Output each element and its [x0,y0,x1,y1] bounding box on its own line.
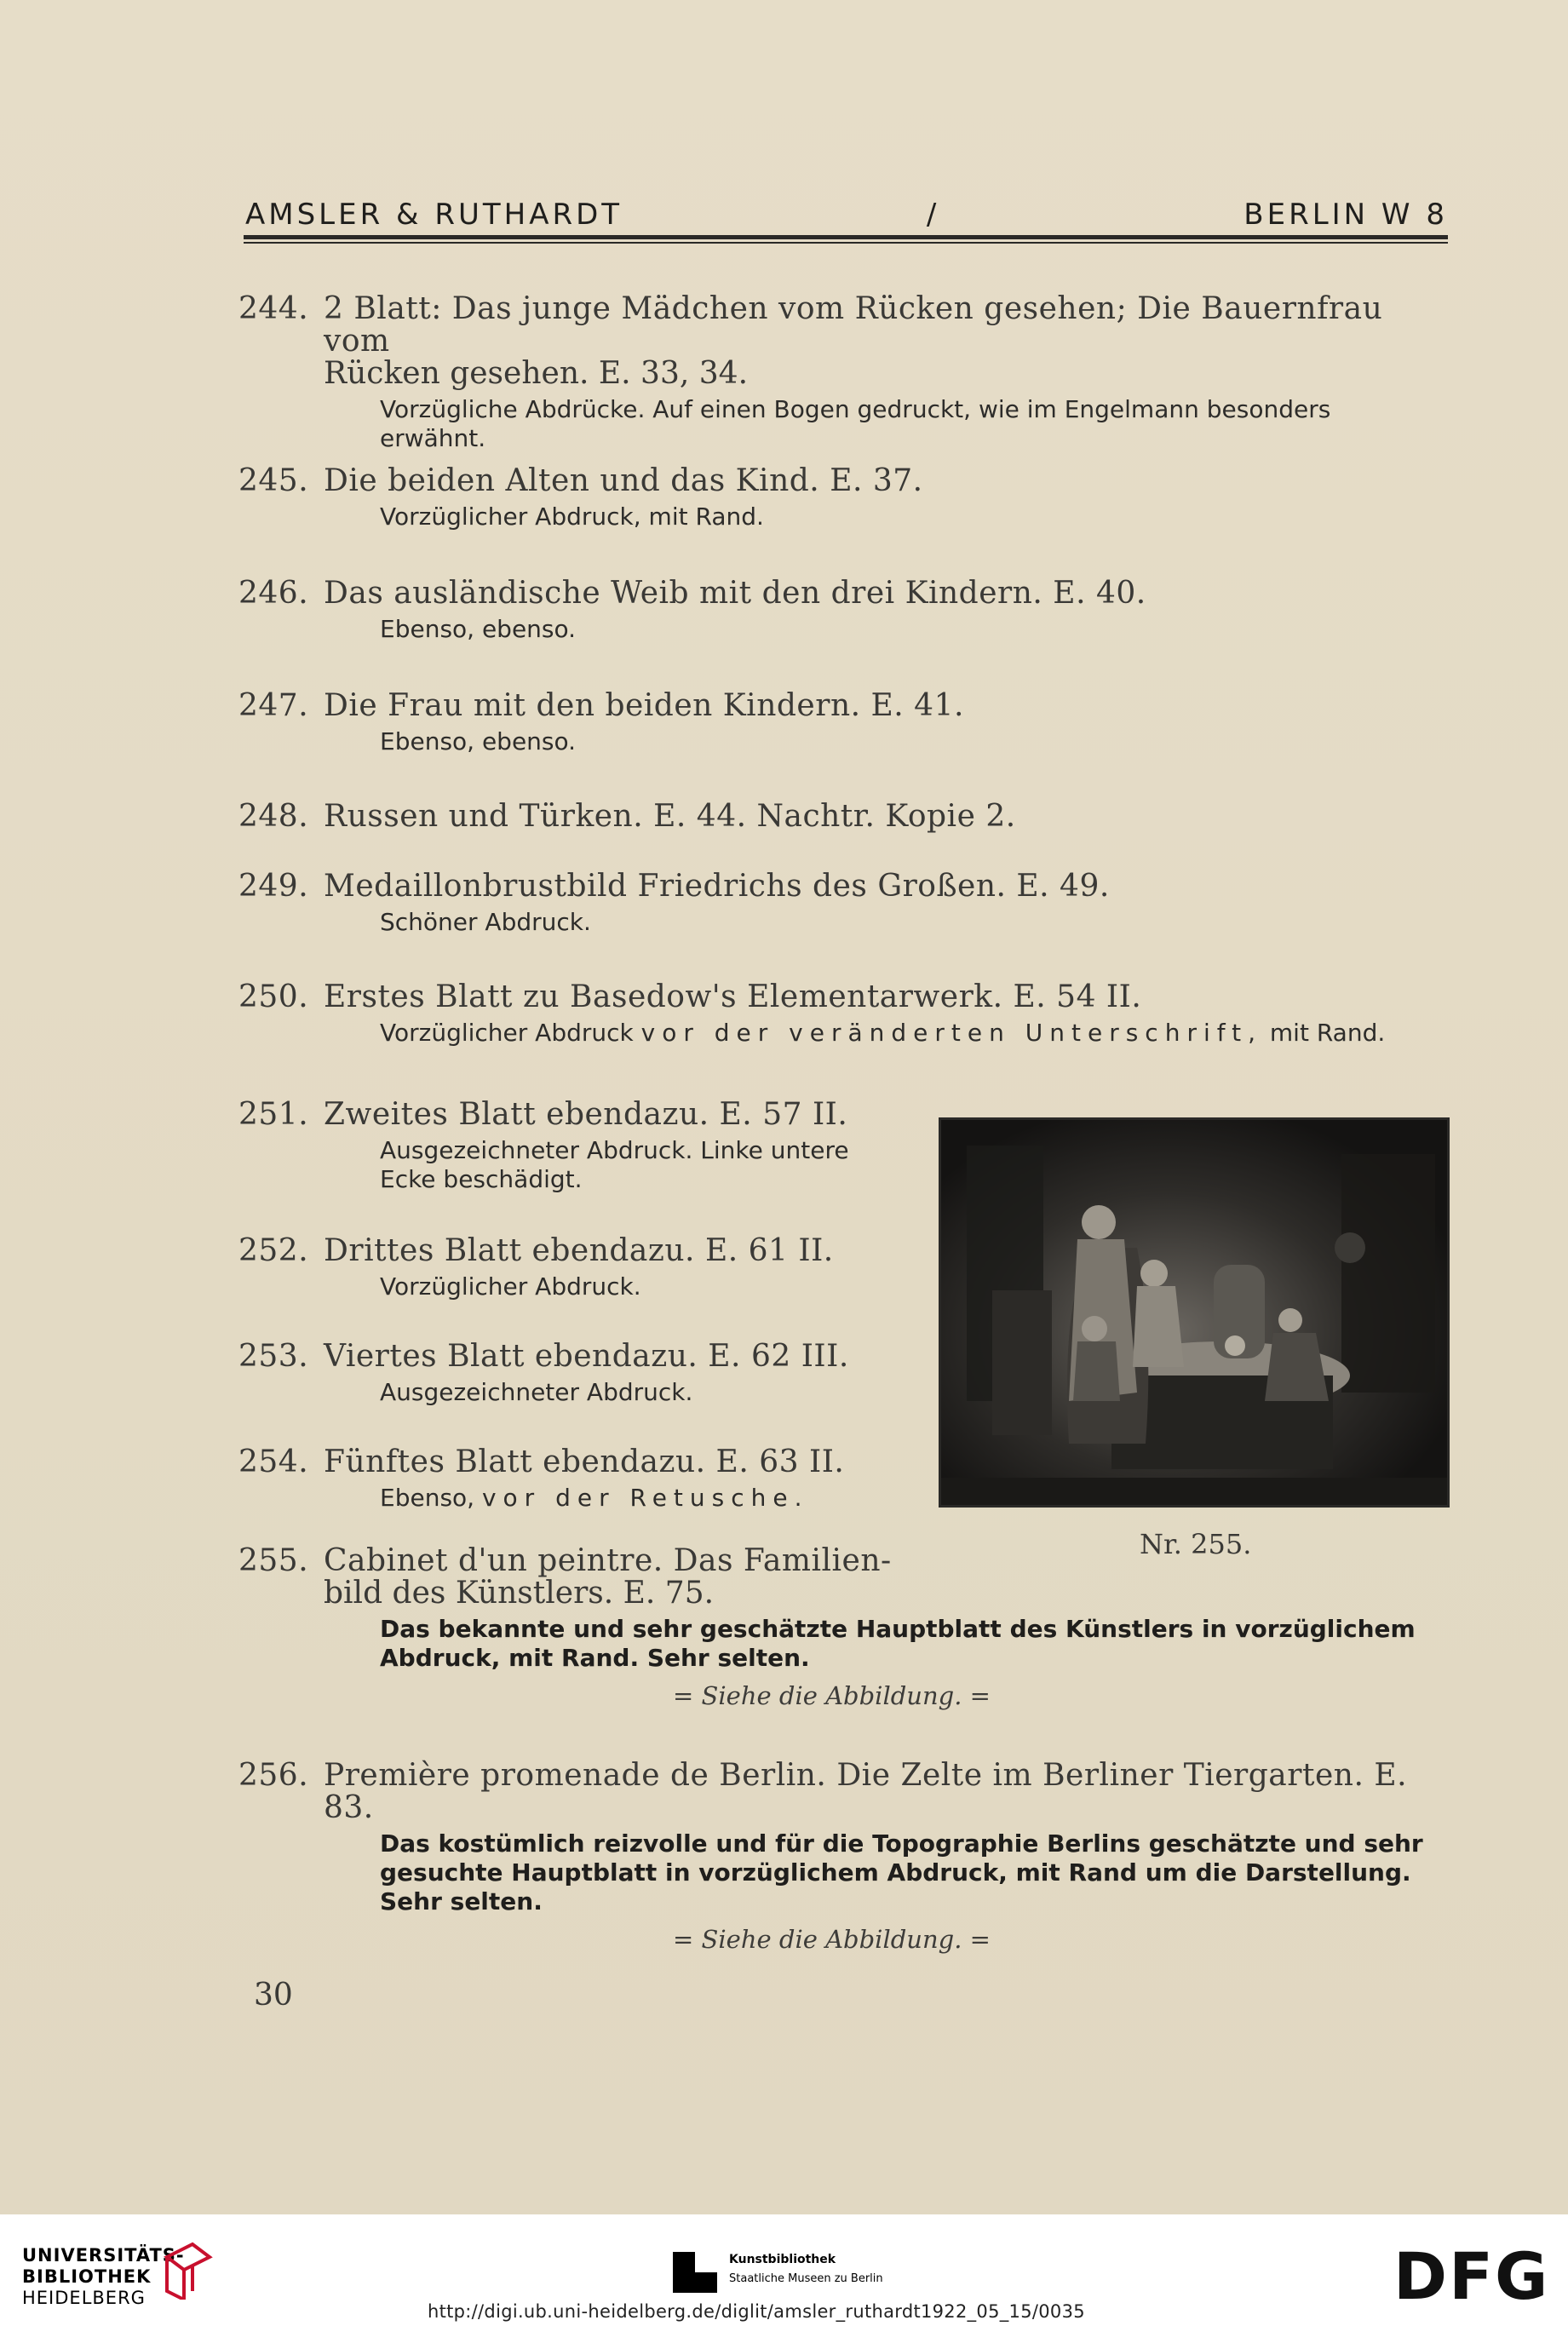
lot-256 [238,1760,1456,1954]
header-separator: / [926,198,940,232]
lot-description: Das kostümlich reizvolle und für die Topographie Berlins geschätzte und sehr gesuchte Hauptblatt in vorzüglichem Abdruck, mit Rand um die Darstellung. Sehr selten. [380,1829,1423,1915]
lot-description: Schöner Abdruck. [380,908,591,936]
lot-249 [238,870,1456,937]
lot-title: 2 Blatt: Das junge Mädchen vom Rücken gesehen; Die Bauernfrau vom [324,291,1383,359]
lot-number: 244. [238,291,309,326]
header-location: BERLIN W 8 [1243,198,1448,232]
university-library-label: UNIVERSITÄTS- BIBLIOTHEK HEIDELBERG [22,2245,185,2308]
lot-number: 249. [238,869,309,904]
lot-title: Zweites Blatt ebendazu. E. 57 II. [324,1097,848,1132]
see-illustration-note: = Siehe die Abbildung. = [673,1681,991,1710]
lot-250 [238,981,1456,1048]
lot-number: 250. [238,979,309,1014]
lot-title: Russen und Türken. E. 44. Nachtr. Kopie 2. [324,799,1016,834]
lot-title: Die Frau mit den beiden Kindern. E. 41. [324,688,964,723]
spaced-emphasis: vor der Retusche. [481,1484,809,1512]
lot-245 [238,465,1456,531]
lot-246 [238,577,1456,644]
lot-title: Erstes Blatt zu Basedow's Elementarwerk. E. 54 II. [324,979,1142,1014]
lot-251 [238,1099,920,1194]
university-library-logo-icon [158,2240,218,2300]
lot-244 [238,293,1456,453]
lot-number: 248. [238,799,309,834]
running-header [245,198,1448,232]
engraving-illustration [939,1117,1450,1508]
lot-title-continued: bild des Künstlers. E. 75. [324,1576,715,1611]
page-number: 30 [254,1978,293,2013]
permalink-url[interactable]: http://digi.ub.uni-heidelberg.de/diglit/amsler_ruthardt1922_05_15/0035 [428,2301,1085,2322]
header-rule-thin [244,242,1448,244]
see-illustration-note: = Siehe die Abbildung. = [673,1925,991,1954]
lot-description: Ausgezeichneter Abdruck. [380,1378,693,1406]
lot-number: 252. [238,1233,309,1268]
lot-title: Drittes Blatt ebendazu. E. 61 II. [324,1233,834,1268]
lot-number: 254. [238,1444,309,1479]
lot-number: 247. [238,688,309,723]
lot-description: Ebenso, ebenso. [380,727,577,755]
lot-description: Vorzüglicher Abdruck. [380,1272,641,1301]
lot-description: Ebenso, ebenso. [380,615,577,643]
lot-title: Fünftes Blatt ebendazu. E. 63 II. [324,1444,845,1479]
lot-title: Cabinet d'un peintre. Das Familien- [324,1543,892,1578]
lot-title: Das ausländische Weib mit den drei Kindern. E. 40. [324,576,1146,611]
lot-title: Viertes Blatt ebendazu. E. 62 III. [324,1339,849,1374]
lot-title-continued: Rücken gesehen. E. 33, 34. [324,356,749,391]
lot-254 [238,1446,920,1513]
lot-252 [238,1235,920,1301]
lot-248 [238,801,1456,833]
lot-description: Vorzüglicher Abdruck, mit Rand. [380,503,764,531]
lot-247 [238,690,1456,756]
kunstbibliothek-label: Kunstbibliothek Staatliche Museen zu Berlin [729,2253,883,2285]
lot-253 [238,1341,920,1407]
header-publisher: AMSLER & RUTHARDT [245,198,623,232]
lot-description: Vorzüglicher Abdruck vor der veränderten Unterschrift, mit Rand. [380,1019,1386,1047]
header-rule [244,235,1448,239]
lot-number: 246. [238,576,309,611]
lot-number: 255. [238,1543,309,1578]
dfg-logo: DFG [1393,2238,1550,2314]
figure-caption: Nr. 255. [1140,1528,1252,1560]
lot-description: Ebenso, vor der Retusche. [380,1484,809,1512]
lot-number: 245. [238,463,309,498]
lot-title: Première promenade de Berlin. Die Zelte im Berliner Tiergarten. E. 83. [324,1758,1408,1825]
lot-description: Ausgezeichneter Abdruck. Linke untere Ecke beschädigt. [380,1136,849,1193]
lot-description: Vorzügliche Abdrücke. Auf einen Bogen gedruckt, wie im Engelmann besonders erwähnt. [380,395,1331,452]
lot-description: Das bekannte und sehr geschätzte Hauptblatt des Künstlers in vorzüglichem Abdruck, mit Rand. Sehr selten. [380,1615,1416,1672]
spaced-emphasis: vor der veränderten Unterschrift, [640,1019,1262,1047]
digitization-footer [0,2214,1568,2326]
lot-number: 251. [238,1097,309,1132]
lot-number: 253. [238,1339,309,1374]
lot-title: Die beiden Alten und das Kind. E. 37. [324,463,923,498]
lot-title: Medaillonbrustbild Friedrichs des Großen. E. 49. [324,869,1110,904]
lot-255 [238,1545,1456,1710]
lot-number: 256. [238,1758,309,1793]
kunstbibliothek-logo-icon [673,2252,717,2293]
engraving-image [941,1120,1447,1505]
